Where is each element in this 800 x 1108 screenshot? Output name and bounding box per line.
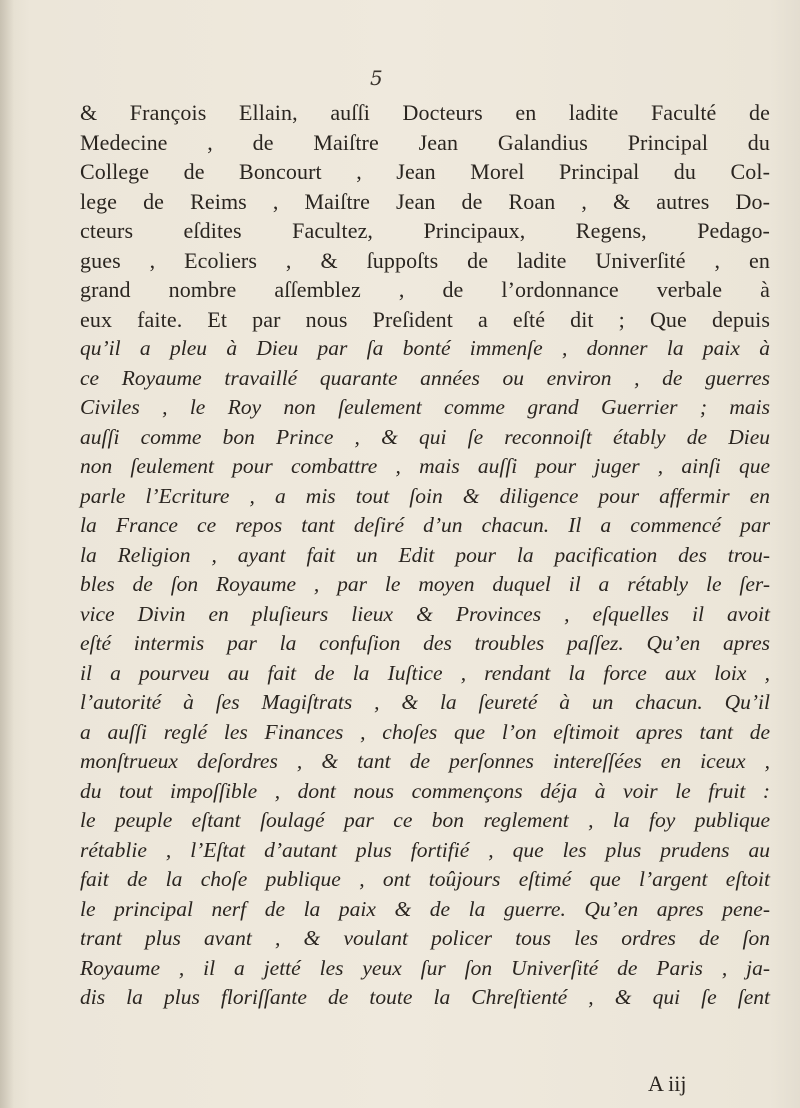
text-line: fait de la choſe publique , ont toûjours eſtimé que l’argent eſtoit — [80, 867, 770, 891]
page-number: 5 — [370, 66, 383, 90]
text-line: parle l’Ecriture , a mis tout ſoin & diligence pour affermir en — [80, 483, 770, 508]
text-line: la France ce repos tant deſiré d’un chacun. Il a commencé par — [80, 513, 770, 537]
text-line: trant plus avant , & voulant policer tous les ordres de ſon — [80, 926, 770, 950]
text-line: gues , Ecoliers , & ſuppoſts de ladite Univerſité , en — [80, 247, 770, 273]
text-line: bles de ſon Royaume , par le moyen duquel il a rétably le ſer- — [80, 572, 770, 596]
text-line: & François Ellain, auſſi Docteurs en ladite Faculté de — [80, 100, 770, 125]
text-line: Medecine , de Maiſtre Jean Galandius Principal du — [80, 129, 770, 155]
text-line: monſtrueux deſordres , & tant de perſonnes intereſſées en iceux , — [80, 749, 770, 773]
signature-mark: A iij — [648, 1071, 687, 1096]
body-text — [80, 98, 770, 1013]
text-line: vice Divin en pluſieurs lieux & Provinces , eſquelles il avoit — [80, 601, 770, 626]
text-line: cteurs eſdites Facultez, Principaux, Regens, Pedago- — [80, 218, 770, 243]
text-line: il a pourveu au fait de la Iuſtice , rendant la force aux loix , — [80, 660, 770, 685]
text-line: grand nombre aſſemblez , de l’ordonnance verbale à — [80, 277, 770, 302]
text-line: qu’il a pleu à Dieu par ſa bonté immenſe , donner la paix à — [80, 336, 770, 360]
text-line: ce Royaume travaillé quarante années ou environ , de guerres — [80, 365, 770, 390]
text-line: lege de Reims , Maiſtre Jean de Roan , & autres Do- — [80, 188, 770, 214]
text-line: du tout impoſſible , dont nous commençons déja à voir le fruit : — [80, 778, 770, 803]
text-line: College de Boncourt , Jean Morel Principal du Col- — [80, 159, 770, 184]
text-line: eux faite. Et par nous Preſident a eſté dit ; Que depuis — [80, 306, 770, 332]
text-line: eſté intermis par la confuſion des troubles paſſez. Qu’en apres — [80, 631, 770, 655]
text-line: Royaume , il a jetté les yeux ſur ſon Univerſité de Paris , ja- — [80, 955, 770, 980]
text-line: rétablie , l’Eſtat d’autant plus fortifié , que les plus prudens au — [80, 837, 770, 862]
text-line: l’autorité à ſes Magiſtrats , & la ſeureté à un chacun. Qu’il — [80, 690, 770, 714]
text-line: la Religion , ayant fait un Edit pour la pacification des trou- — [80, 542, 770, 567]
text-line: dis la plus floriſſante de toute la Chreſtienté , & qui ſe ſent — [80, 985, 770, 1009]
text-line: Civiles , le Roy non ſeulement comme grand Guerrier ; mais — [80, 395, 770, 419]
text-line: a auſſi reglé les Finances , choſes que l’on eſtimoit apres tant de — [80, 719, 770, 744]
text-line: le principal nerf de la paix & de la guerre. Qu’en apres pene- — [80, 896, 770, 921]
binding-gutter-shadow — [0, 0, 14, 1108]
text-line: non ſeulement pour combattre , mais auſſi pour juger , ainſi que — [80, 454, 770, 478]
text-line: auſſi comme bon Prince , & qui ſe reconnoiſt étably de Dieu — [80, 424, 770, 449]
text-line: le peuple eſtant ſoulagé par ce bon reglement , la foy publique — [80, 808, 770, 832]
